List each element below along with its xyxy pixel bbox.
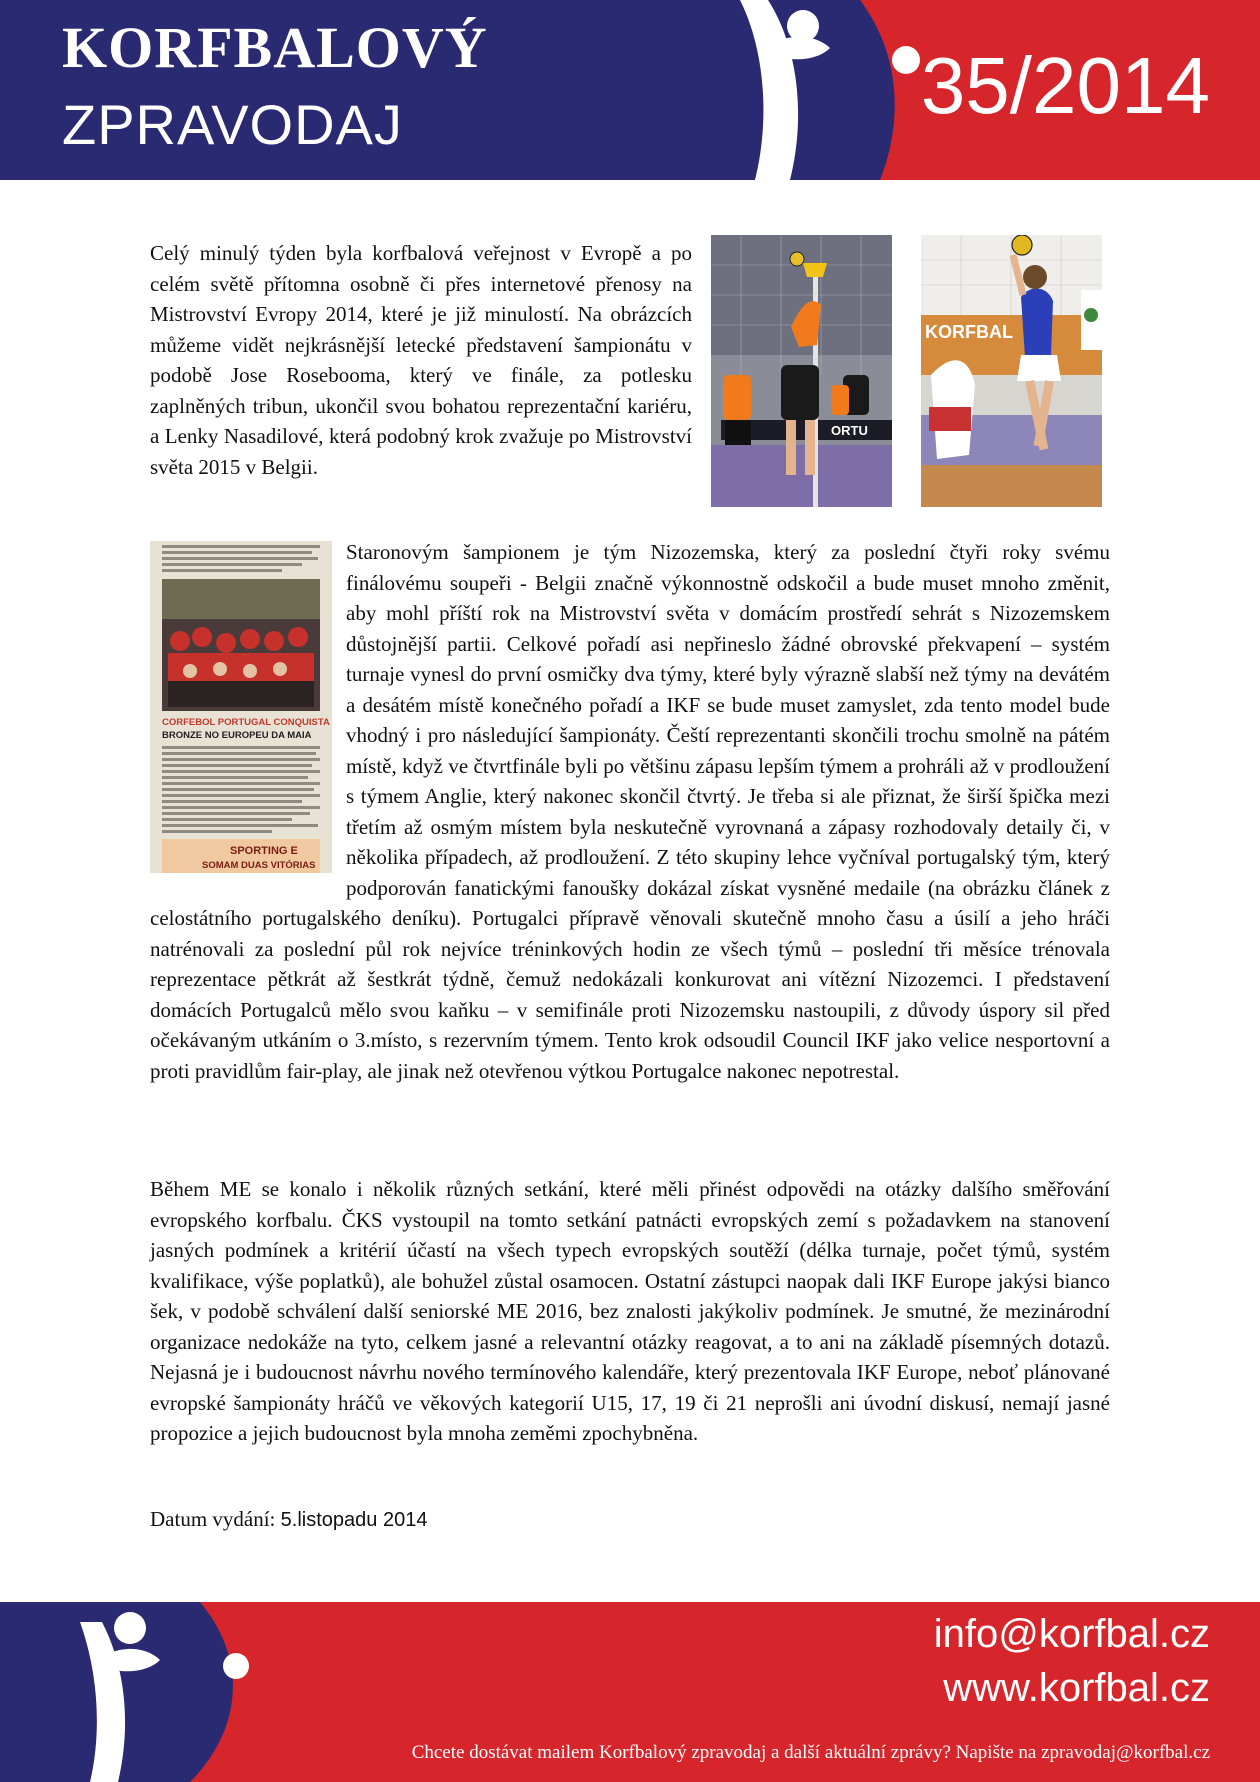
footer-banner <box>0 1602 1260 1782</box>
header-banner <box>0 0 1260 180</box>
brand-title: KORFBALOVÝ <box>62 15 488 80</box>
photo-roseboom <box>711 235 892 507</box>
article-paragraph-results <box>150 537 1110 1086</box>
newspaper-clipping <box>150 541 332 873</box>
article-paragraph-results-text: Staronovým šampionem je tým Nizozemska, který za poslední čtyři roky svému finálovému soupeři - Belgii značně výkonnostně odskočil a bude muset mnoho změnit, aby mohl příští rok na Mistrovství světa v domácím prostředí sehrát s Nizozemskem důstojnější partii. Celkové pořadí asi nepřineslo žádné obrovské překvapení – systém turnaje vynesl do první osmičky dva týmy, které byly výrazně slabší než týmy na devátém a desátém místě konečného pořadí a IKF se bude muset zamyslet, zda tento model bude vhodný i pro následující šampionáty. Čeští reprezentanti skončili trochu smolně na pátém místě, když ve čtvrtfinále byli po většinu zápasu lepším týmem a prohráli až v prodloužení s týmem Anglie, který nakonec skončil čtvrtý. Je třeba si ale přiznat, že širší špička mezi třetím až osmým místem byla neskutečně vyrovnaná a zápasy rozhodovaly detaily či, v několika případech, až prodloužení. Z této skupiny lehce vyčníval portugalský tým, který podporován fanatickými fanoušky dokázal získat vysněné medaile (na obrázku článek z celostátního portugalského deníku). Portugalci přípravě věnovali skutečně mnoho času a úsilí a jeho hráči natrénovali za poslední půl rok nejvíce tréninkových hodin ze všech týmů – poslední tři měsíce trénovala reprezentace pětkrát až šestkrát týdně, čemuž nedokázali konkurovat ani vítězní Nizozemci. I představení domácích Portugalců mělo svou kaňku – v semifinále proti Nizozemsku nastoupili, z důvody úspory sil před očekávaným utkáním o 3.místo, s rezervním týmem. Tento krok odsoudil Council IKF jako velice nesportovní a proti pravidlům fair-play, ale jinak než otevřenou výtkou Portugalce nakonec nepotrestal. <box>150 540 1110 1083</box>
clipping-footer-2: SOMAM DUAS VITÓRIAS <box>202 860 316 871</box>
photo-banner-text: KORFBAL <box>925 322 1013 342</box>
photo-nasadilova <box>921 235 1102 507</box>
photo-banner-text: ORTU <box>831 423 868 438</box>
website-link[interactable]: www.korfbal.cz <box>943 1666 1210 1710</box>
contact-email-link[interactable]: info@korfbal.cz <box>933 1612 1210 1656</box>
clipping-headline-1: CORFEBOL PORTUGAL CONQUISTA <box>162 717 330 728</box>
brand-subtitle: ZPRAVODAJ <box>62 93 403 156</box>
article-paragraph-intro: Celý minulý týden byla korfbalová veřejnost v Evropě a po celém světě přítomna osobně či přes internetové přenosy na Mistrovství Evropy 2014, které je již minulostí. Na obrázcích můžeme vidět nejkrásnější letecké představení šampionátu v podobě Jose Rosebooma, který ve finále, za potlesku zaplněných tribun, ukončil svou bohatou reprezentační kariéru, a Lenky Nasadilové, která podobný krok zvažuje po Mistrovství světa 2015 v Belgii. <box>150 241 692 479</box>
dot-icon <box>223 1653 249 1679</box>
release-date-label: Datum vydání: <box>150 1507 276 1531</box>
subscribe-call-to-action: Chcete dostávat mailem Korfbalový zpravodaj a další aktuální zprávy? Napište na zpravodaj@korfbal.cz <box>411 1742 1210 1763</box>
release-date-value: 5.listopadu 2014 <box>280 1509 428 1531</box>
article-paragraph-meetings: Během ME se konalo i několik různých setkání, které měli přinést odpovědi na otázky dalšího směřování evropského korfbalu. ČKS vystoupil na tomto setkání patnácti evropských zemí s požadavkem na stanovení jasných podmínek a kritérií účastí na všech typech evropských soutěží (délka turnaje, počet týmů, systém kvalifikace, výše poplatků), ale bohužel zůstal osamocen. Ostatní zástupci naopak dali IKF Europe jakýsi bianco šek, v podobě schválení další seniorské ME 2016, bez znalosti jakýkoliv podmínek. Je smutné, že mezinárodní organizace nedokáže na tyto, celkem jasné a relevantní otázky reagovat, a to ani na základě písemných dotazů. Nejasná je i budoucnost návrhu nového termínového kalendáře, který prezentovala IKF Europe, neboť plánované evropské šampionáty hráčů ve věkových kategorií U15, 17, 19 či 21 neprošli ani úvodní diskusí, nemají jasné propozice a jejich budoucnost byla mnoha zeměmi zpochybněna. <box>150 1177 1110 1445</box>
dot-icon <box>892 46 920 74</box>
clipping-headline-2: BRONZE NO EUROPEU DA MAIA <box>162 730 312 741</box>
logo-ball-icon <box>114 1612 146 1644</box>
clipping-footer-1: SPORTING E <box>230 845 298 857</box>
issue-number: 35/2014 <box>920 41 1210 130</box>
release-date <box>150 1504 750 1536</box>
